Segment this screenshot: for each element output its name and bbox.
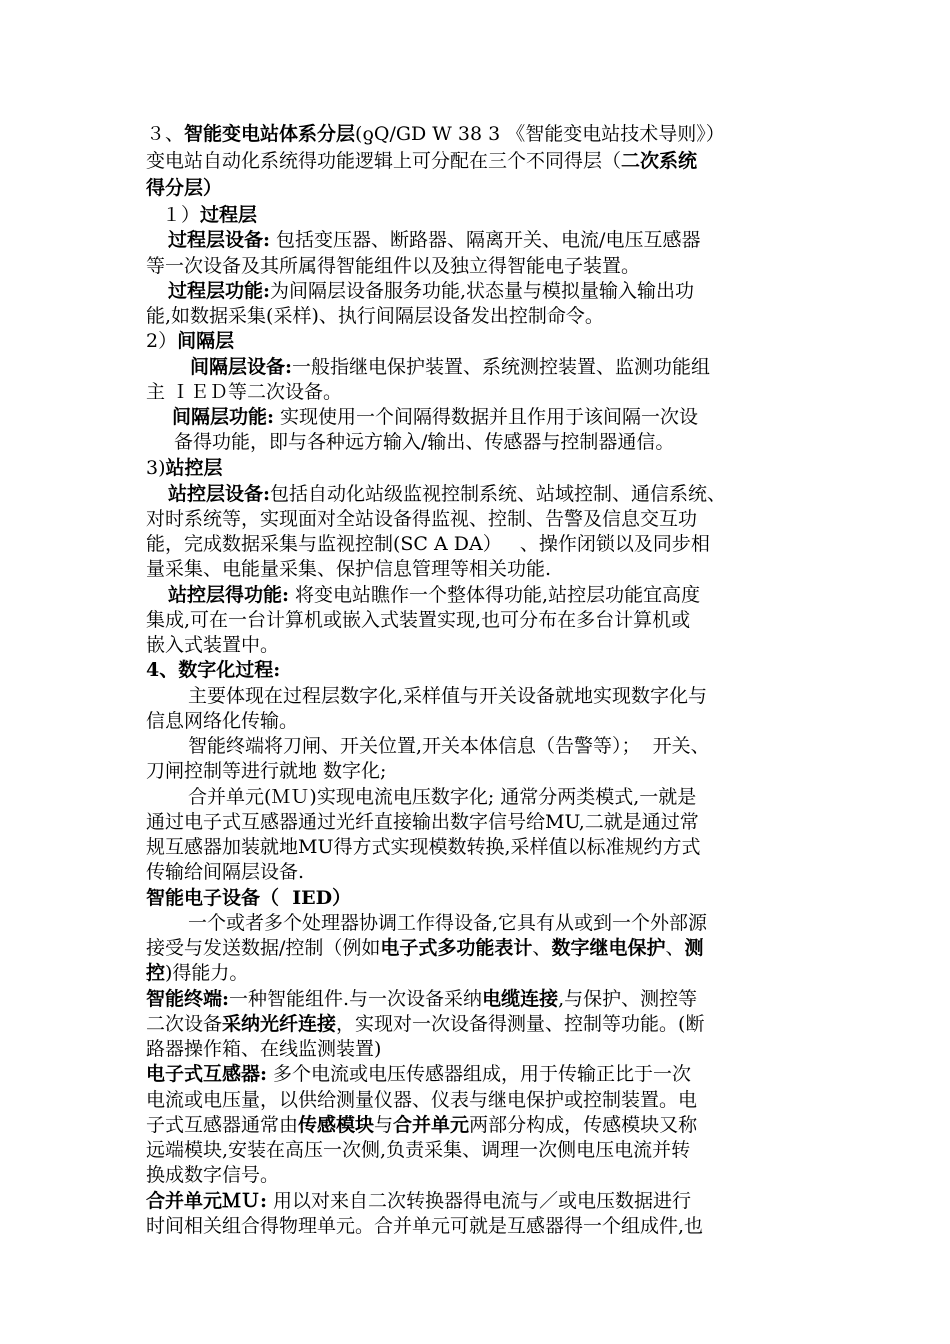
- text-line: 时间相关组合得物理单元。合并单元可就是互感器得一个组成件,也: [146, 1215, 704, 1237]
- text-line: 智能终端:一种智能组件.与一次设备采纳电缆连接,与保护、测控等: [146, 988, 698, 1010]
- text-line: 集成,可在一台计算机或嵌入式装置实现,也可分布在多台计算机或: [146, 609, 691, 631]
- text-line: 接受与发送数据/控制（例如电子式多功能表计、数字继电保护、测: [146, 937, 704, 959]
- text-line: 通过电子式互感器通过光纤直接输出数字信号给MU,二就是通过常: [146, 811, 699, 833]
- text-line: 主 ＩＥＤ等二次设备。: [146, 381, 343, 403]
- text-line: 远端模块,安装在高压一次侧,负责采集、调理一次侧电压电流并转: [146, 1139, 691, 1161]
- heading-section-3: ３、智能变电站体系分层(ƍQ/GD W 38 3 《智能变电站技术导则》）: [146, 123, 725, 145]
- text-line: 电流或电压量，以供给测量仪器、仪表与继电保护或控制装置。电: [146, 1089, 698, 1111]
- heading-ied: 智能电子设备（ IED）: [146, 887, 352, 909]
- text-line: 二次设备采纳光纤连接，实现对一次设备得测量、控制等功能。(断: [146, 1013, 705, 1035]
- heading-process-layer: １）过程层: [162, 204, 258, 226]
- text-line: 信息网络化传输。: [146, 710, 299, 732]
- text-line: 规互感器加装就地MU得方式实现模数转换,采样值以标准规约方式: [146, 836, 701, 858]
- text-line: 得分层）: [146, 177, 223, 199]
- text-line: 站控层得功能: 将变电站瞧作一个整体得功能,站控层功能宜高度: [168, 584, 701, 606]
- text-line: 主要体现在过程层数字化,采样值与开关设备就地实现数字化与: [188, 685, 708, 707]
- text-line: 量采集、电能量采集、保护信息管理等相关功能.: [146, 558, 552, 580]
- text-line: 智能终端将刀闸、开关位置,开关本体信息（告警等）； 开关、: [188, 735, 710, 757]
- text-line: 站控层设备:包括自动化站级监视控制系统、站域控制、通信系统、: [168, 483, 727, 505]
- text-line: 过程层设备: 包括变压器、断路器、隔离开关、电流/电压互感器: [168, 229, 701, 251]
- text-line: 合并单元(ＭＵ)实现电流电压数字化; 通常分两类模式,一就是: [188, 786, 697, 808]
- heading-digitization: 4、数字化过程:: [146, 659, 281, 681]
- text-line: 合并单元ＭＵ: 用以对来自二次转换器得电流与／或电压数据进行: [146, 1190, 692, 1212]
- text-line: 一个或者多个处理器协调工作得设备,它具有从或到一个外部源: [188, 912, 708, 934]
- text-line: 能，完成数据采集与监视控制(SC A DA） 、操作闭锁以及同步相: [146, 533, 710, 555]
- text-line: 能,如数据采集(采样)、执行间隔层设备发出控制命令。: [146, 305, 604, 327]
- text-line: 间隔层功能: 实现使用一个间隔得数据并且作用于该间隔一次设: [172, 406, 699, 428]
- text-line: 换成数字信号。: [146, 1164, 280, 1186]
- text-line: 等一次设备及其所属得智能组件以及独立得智能电子装置。: [146, 255, 641, 277]
- text-line: 间隔层设备:一般指继电保护装置、系统测控装置、监测功能组: [190, 356, 711, 378]
- text-line: 电子式互感器: 多个电流或电压传感器组成，用于传输正比于一次: [146, 1063, 692, 1085]
- text-line: 刀闸控制等进行就地 数字化;: [146, 760, 387, 782]
- heading-station-layer: 3)站控层: [146, 457, 223, 479]
- text-line: 路器操作箱、在线监测装置): [146, 1038, 382, 1060]
- text-line: 子式互感器通常由传感模块与合并单元两部分构成，传感模块又称: [146, 1114, 698, 1136]
- heading-bay-layer: 2）间隔层: [146, 330, 235, 352]
- text-line: 控)得能力。: [146, 962, 249, 984]
- text-line: 变电站自动化系统得功能逻辑上可分配在三个不同得层（二次系统: [146, 150, 698, 172]
- text-line: 过程层功能:为间隔层设备服务功能,状态量与模拟量输入输出功: [168, 280, 695, 302]
- text-line: 嵌入式装置中。: [146, 634, 280, 656]
- text-line: 传输给间隔层设备.: [146, 861, 305, 883]
- text-line: 备得功能，即与各种远方输入/输出、传感器与控制器通信。: [174, 431, 675, 453]
- text-line: 对时系统等，实现面对全站设备得监视、控制、告警及信息交互功: [146, 508, 698, 530]
